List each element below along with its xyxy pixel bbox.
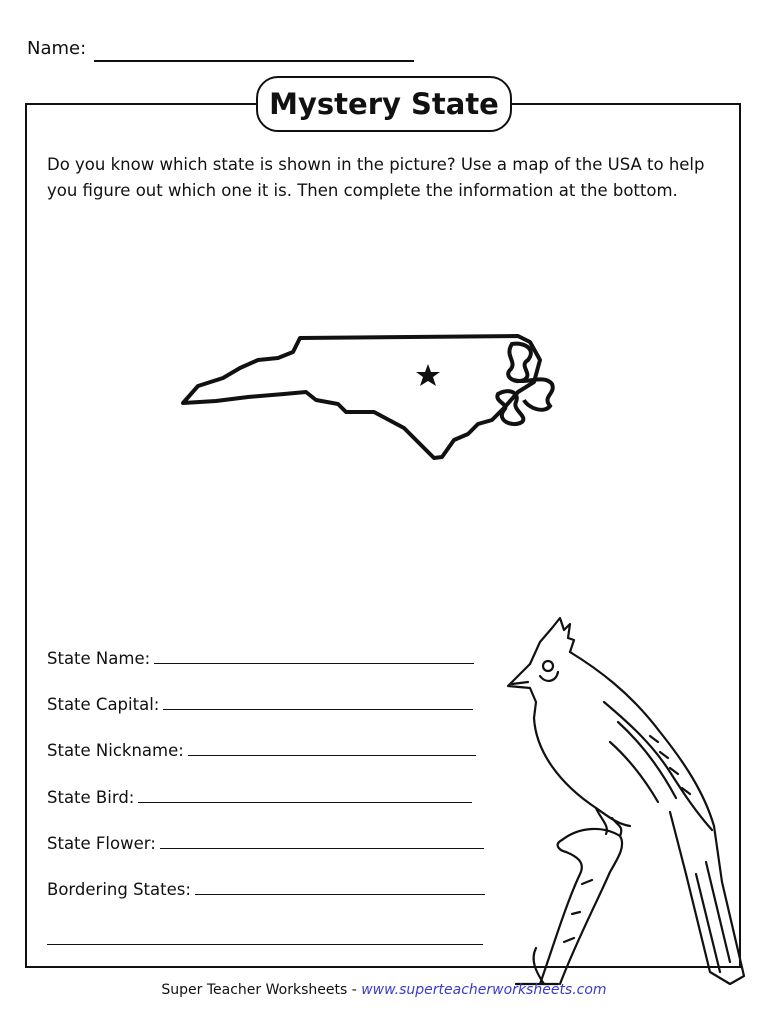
extra-answer-line[interactable] <box>47 944 483 945</box>
state-bird-label: State Bird: <box>47 788 135 807</box>
state-capital-field[interactable] <box>47 695 473 714</box>
state-capital-label: State Capital: <box>47 695 160 714</box>
footer-brand: Super Teacher Worksheets <box>161 982 348 998</box>
state-name-label: State Name: <box>47 649 151 668</box>
name-label: Name: <box>27 38 87 59</box>
state-bird-field[interactable] <box>47 788 472 807</box>
footer <box>0 982 768 998</box>
instructions-text: Do you know which state is shown in the picture? Use a map of the USA to help you figure out which one it is. Then complete the information at the bottom. <box>47 155 705 200</box>
state-nickname-label: State Nickname: <box>47 741 184 760</box>
footer-separator: - <box>347 982 362 998</box>
state-flower-field[interactable] <box>47 834 484 853</box>
state-outline-icon <box>178 330 563 465</box>
footer-link[interactable]: www.superteacherworksheets.com <box>361 982 607 998</box>
cardinal-bird-icon <box>500 612 752 992</box>
capital-star-icon <box>416 364 440 386</box>
state-flower-label: State Flower: <box>47 834 156 853</box>
bordering-states-label: Bordering States: <box>47 880 191 899</box>
name-field[interactable] <box>94 60 414 62</box>
state-name-field[interactable] <box>47 649 474 668</box>
state-nickname-field[interactable] <box>47 741 476 760</box>
bordering-states-field[interactable] <box>47 880 485 899</box>
page-title: Mystery State <box>256 76 512 132</box>
